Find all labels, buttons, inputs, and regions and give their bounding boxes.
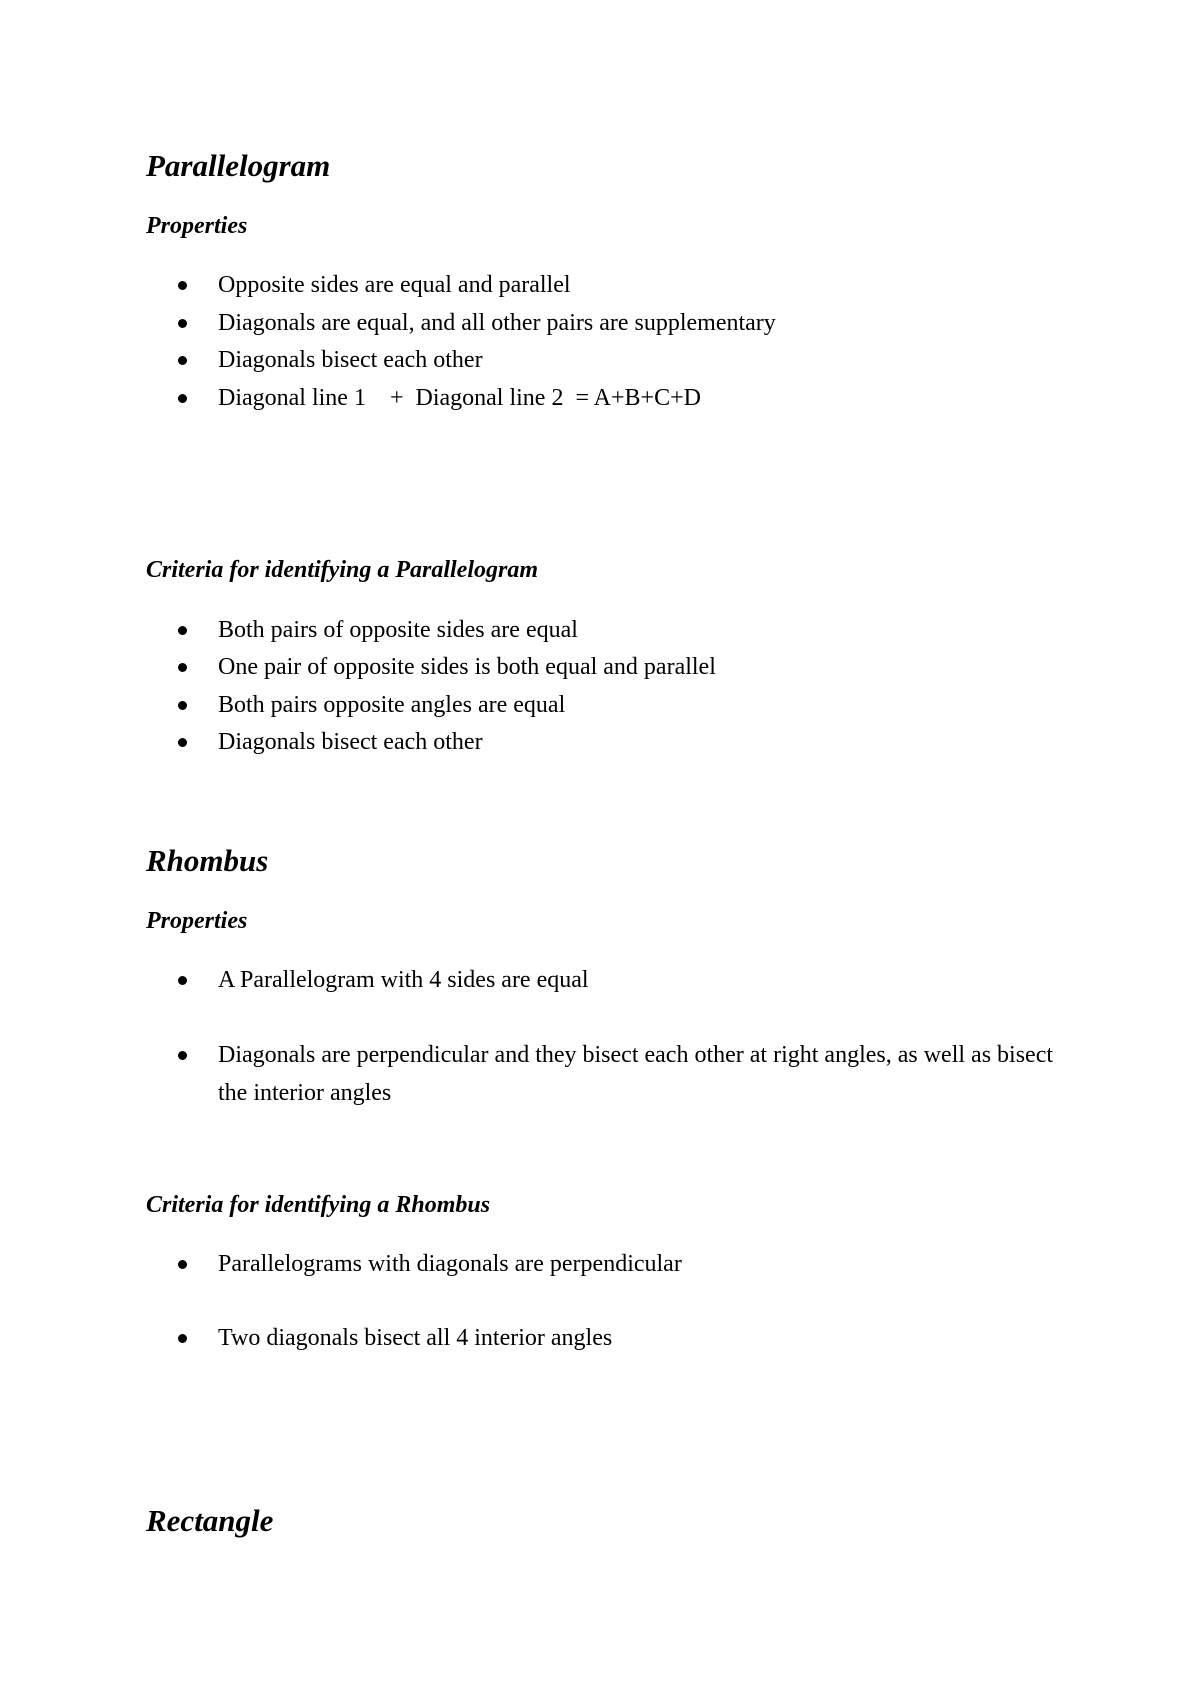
list-item: [218, 961, 1078, 999]
list-item-text: Diagonals bisect each other: [218, 729, 483, 755]
criteria-heading: Criteria for identifying a Parallelogram: [146, 557, 539, 583]
section-title-rectangle: Rectangle: [146, 1503, 274, 1538]
list-item: [218, 341, 1078, 379]
bullet-icon: [178, 319, 187, 328]
bullet-icon: [178, 701, 187, 710]
list-item: [218, 304, 1078, 342]
list-item-text: Two diagonals bisect all 4 interior angles: [218, 1325, 613, 1351]
list-item: [218, 1036, 1078, 1112]
bullet-icon: [178, 356, 187, 365]
list-item-text: Diagonals are perpendicular and they bisect each other at right angles, as well as bisect the interior angles: [218, 1042, 1054, 1106]
criteria-heading: Criteria for identifying a Rhombus: [146, 1192, 491, 1218]
list-item: [218, 1319, 1078, 1357]
list-item: [218, 723, 1078, 761]
bullet-icon: [178, 1260, 187, 1269]
list-item-text: Opposite sides are equal and parallel: [218, 272, 571, 298]
list-item: [218, 1245, 1078, 1283]
list-item: [218, 379, 1078, 417]
bullet-icon: [178, 626, 187, 635]
list-item: [218, 686, 1078, 724]
list-item-text: Diagonal line 1 + Diagonal line 2 = A+B+C+D: [218, 385, 701, 411]
bullet-icon: [178, 394, 187, 403]
list-item-text: One pair of opposite sides is both equal and parallel: [218, 654, 716, 680]
list-item-text: A Parallelogram with 4 sides are equal: [218, 967, 589, 993]
list-item: [218, 648, 1078, 686]
properties-heading: Properties: [146, 213, 248, 239]
section-title-parallelogram: Parallelogram: [146, 148, 331, 183]
bullet-icon: [178, 1334, 187, 1343]
list-item: [218, 611, 1078, 649]
properties-heading: Properties: [146, 908, 248, 934]
section-title-rhombus: Rhombus: [146, 843, 269, 878]
bullet-icon: [178, 281, 187, 290]
list-item: [218, 266, 1078, 304]
list-item-text: Diagonals bisect each other: [218, 347, 483, 373]
list-item-text: Both pairs of opposite sides are equal: [218, 617, 578, 643]
list-item-text: Both pairs opposite angles are equal: [218, 692, 566, 718]
bullet-icon: [178, 1051, 187, 1060]
bullet-icon: [178, 738, 187, 747]
bullet-icon: [178, 976, 187, 985]
list-item-text: Parallelograms with diagonals are perpendicular: [218, 1251, 682, 1277]
bullet-icon: [178, 663, 187, 672]
list-item-text: Diagonals are equal, and all other pairs are supplementary: [218, 310, 776, 336]
